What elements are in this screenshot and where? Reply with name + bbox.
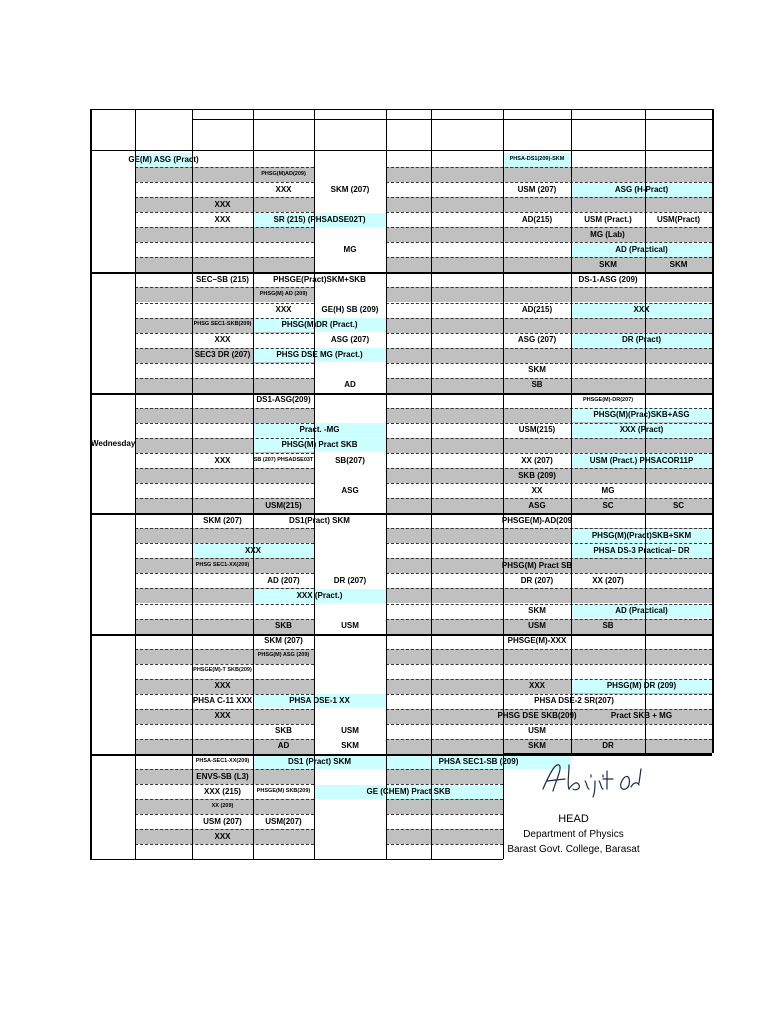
schedule-cell: XXX bbox=[214, 214, 231, 224]
schedule-cell: PHSA DS-3 Practical– DR bbox=[571, 544, 712, 558]
schedule-cell: AD(215) bbox=[521, 214, 553, 224]
column-divider bbox=[712, 109, 714, 753]
row-divider bbox=[386, 438, 712, 439]
row-divider bbox=[135, 498, 314, 499]
row-divider bbox=[386, 694, 712, 695]
schedule-cell: XX (207) bbox=[521, 455, 553, 465]
row-divider bbox=[386, 558, 712, 559]
schedule-cell: SKM (207) bbox=[264, 636, 303, 646]
schedule-cell: PHSG DSE MG (Pract.) bbox=[253, 348, 386, 362]
schedule-cell: USM (207) bbox=[203, 816, 242, 826]
row-divider bbox=[386, 664, 712, 665]
row-divider bbox=[386, 303, 712, 304]
row-divider bbox=[386, 784, 503, 785]
schedule-cell: PHSGE(M)-T SKB(209) bbox=[193, 667, 252, 674]
schedule-cell: PHSA DSE-1 XX bbox=[253, 694, 386, 708]
row-divider bbox=[135, 558, 314, 559]
schedule-cell: MG (Lab) bbox=[590, 229, 625, 239]
schedule-cell: USM (207) bbox=[517, 184, 557, 194]
row-divider bbox=[135, 182, 314, 183]
schedule-cell: XXX bbox=[214, 711, 231, 721]
row-divider bbox=[135, 423, 314, 424]
column-divider bbox=[503, 109, 504, 859]
row-divider bbox=[135, 303, 314, 304]
column-divider bbox=[90, 109, 92, 859]
schedule-cell: SB (207) PHSADSE03T bbox=[253, 456, 314, 463]
row-divider bbox=[135, 543, 314, 544]
row-divider bbox=[135, 257, 314, 258]
row-divider bbox=[386, 814, 503, 815]
schedule-cell: Pract. -MG bbox=[253, 423, 386, 437]
separator-gap bbox=[314, 709, 386, 724]
schedule-cell: PHSG(M) Pract SKB bbox=[253, 438, 386, 452]
schedule-cell: ASG bbox=[341, 485, 359, 495]
schedule-cell: XX bbox=[531, 485, 543, 495]
schedule-cell: XXX (Pract.) bbox=[253, 589, 386, 603]
schedule-cell: PHSG(M) AD (209) bbox=[259, 291, 308, 298]
row-divider bbox=[386, 408, 712, 409]
row-divider bbox=[386, 197, 712, 198]
row-divider bbox=[135, 227, 314, 228]
schedule-cell: SC bbox=[602, 500, 614, 510]
schedule-cell: PHSG(M) Pract SB bbox=[501, 560, 573, 570]
schedule-cell: AD bbox=[344, 380, 356, 390]
schedule-cell: SKM bbox=[528, 741, 546, 751]
table-top-border bbox=[90, 109, 712, 110]
day-divider bbox=[90, 393, 712, 395]
row-divider bbox=[135, 709, 314, 710]
row-divider bbox=[135, 664, 314, 665]
schedule-cell: DS1-ASG(209) bbox=[256, 395, 311, 405]
schedule-cell: AD (Practical) bbox=[571, 243, 712, 257]
signature-title: HEAD bbox=[558, 813, 589, 825]
separator-gap bbox=[314, 197, 386, 212]
schedule-cell: SR (215) (PHSADSE02T) bbox=[253, 213, 386, 227]
signature-image bbox=[503, 753, 644, 801]
row-divider bbox=[386, 423, 712, 424]
schedule-cell: SKM bbox=[599, 259, 617, 269]
row-divider bbox=[386, 709, 712, 710]
schedule-cell: XXX bbox=[528, 681, 545, 691]
column-divider bbox=[192, 109, 193, 859]
schedule-cell: PHSG DSE SKB(209) bbox=[497, 711, 577, 721]
row-divider bbox=[135, 844, 314, 845]
row-divider bbox=[135, 619, 314, 620]
schedule-cell: Pract SKB + MG bbox=[610, 711, 673, 721]
row-divider bbox=[386, 619, 712, 620]
schedule-cell: SEC3 DR (207) bbox=[194, 350, 251, 360]
row-divider bbox=[135, 739, 314, 740]
schedule-cell: PHSG(M)AD(209) bbox=[261, 170, 306, 177]
schedule-cell: PHSGE(M) SKB(209) bbox=[256, 787, 311, 794]
schedule-cell: DS-1-ASG (209) bbox=[578, 274, 638, 284]
schedule-cell: USM(215) bbox=[518, 425, 556, 435]
row-band bbox=[135, 588, 712, 603]
row-divider bbox=[386, 287, 712, 288]
row-divider bbox=[135, 167, 314, 168]
row-divider bbox=[135, 784, 314, 785]
schedule-cell: SKM bbox=[528, 606, 546, 616]
row-divider bbox=[135, 197, 314, 198]
schedule-cell: ASG (207) bbox=[330, 335, 370, 345]
separator-gap bbox=[314, 558, 386, 573]
separator-gap bbox=[314, 257, 386, 272]
day-divider bbox=[90, 513, 712, 515]
schedule-cell: XXX bbox=[214, 455, 231, 465]
schedule-cell: USM(207) bbox=[265, 816, 302, 826]
schedule-cell: SKM bbox=[669, 259, 688, 269]
row-divider bbox=[135, 528, 314, 529]
separator-gap bbox=[314, 679, 386, 694]
row-divider bbox=[386, 543, 712, 544]
schedule-cell: SB(207) bbox=[335, 455, 365, 465]
schedule-cell: DR (Pract) bbox=[571, 333, 712, 347]
schedule-cell: SKM (207) bbox=[203, 515, 242, 525]
row-band bbox=[135, 649, 712, 664]
schedule-cell: PHSA-DS1(209)-SKM bbox=[503, 153, 571, 167]
row-divider bbox=[386, 333, 712, 334]
schedule-cell: USM (Pract.) PHSACOR11P bbox=[571, 454, 712, 468]
schedule-cell: PHSG SEC1-SKB(209) bbox=[193, 321, 252, 328]
schedule-cell: AD (Practical) bbox=[571, 604, 712, 618]
row-divider bbox=[386, 468, 712, 469]
row-divider bbox=[135, 287, 314, 288]
schedule-cell: PHSG(M)(Prac)SKB+ASG bbox=[571, 408, 712, 422]
schedule-cell: USM bbox=[528, 621, 546, 631]
row-divider bbox=[386, 348, 712, 349]
separator-gap bbox=[314, 799, 386, 814]
row-divider bbox=[135, 408, 314, 409]
row-divider bbox=[386, 453, 712, 454]
schedule-cell: USM bbox=[341, 726, 359, 736]
schedule-cell: PHSA SEC1-SB (209) bbox=[386, 755, 571, 769]
row-band bbox=[135, 468, 712, 483]
schedule-cell: PHSA-SEC1-XX(209) bbox=[195, 757, 250, 764]
row-divider bbox=[386, 739, 712, 740]
schedule-cell: GE (CHEM) Pract SKB bbox=[314, 785, 503, 799]
column-divider bbox=[571, 109, 572, 753]
row-divider bbox=[135, 769, 314, 770]
row-divider bbox=[386, 212, 712, 213]
schedule-cell: SKM (207) bbox=[330, 184, 370, 194]
row-divider bbox=[135, 573, 314, 574]
schedule-cell: SKB bbox=[275, 621, 292, 631]
row-divider bbox=[135, 829, 314, 830]
schedule-cell: MG bbox=[601, 485, 615, 495]
separator-gap bbox=[314, 829, 386, 844]
schedule-cell: AD bbox=[277, 741, 290, 751]
schedule-cell: XXX bbox=[275, 184, 292, 194]
separator-gap bbox=[314, 498, 386, 513]
separator-gap bbox=[314, 408, 386, 423]
schedule-cell: PHSGE(M)-AD(209 bbox=[501, 515, 573, 525]
column-divider bbox=[135, 109, 136, 859]
schedule-cell: PHSGE(Pract)SKM+SKB bbox=[273, 274, 366, 284]
separator-gap bbox=[314, 528, 386, 543]
separator-gap bbox=[314, 649, 386, 664]
schedule-cell: DR (207) bbox=[333, 575, 367, 585]
row-divider bbox=[135, 212, 314, 213]
schedule-cell: XXX (Pract) bbox=[571, 423, 712, 437]
schedule-cell: XXX bbox=[571, 303, 712, 317]
schedule-cell: SEC–SB (215) bbox=[196, 274, 249, 284]
schedule-cell: MG bbox=[343, 244, 357, 254]
separator-gap bbox=[314, 468, 386, 483]
column-divider bbox=[314, 109, 315, 859]
row-divider bbox=[135, 318, 314, 319]
separator-gap bbox=[314, 227, 386, 242]
schedule-cell: DS1 (Pract) SKM bbox=[253, 755, 386, 769]
schedule-cell: XXX bbox=[214, 831, 231, 841]
row-divider bbox=[386, 724, 712, 725]
schedule-cell: PHSG(M) DR (209) bbox=[571, 679, 712, 693]
schedule-cell: XX (209) bbox=[211, 802, 234, 809]
schedule-cell: SB bbox=[531, 380, 543, 390]
schedule-cell: PHSA DSE-2 SR(207) bbox=[534, 696, 614, 706]
header-bottom bbox=[90, 150, 712, 151]
schedule-cell: PHSGE(M)-XXX bbox=[507, 636, 567, 646]
schedule-cell: PHSA C-11 XXX bbox=[192, 696, 253, 706]
table-bottom-border bbox=[90, 859, 503, 860]
schedule-cell: USM (Pract.) bbox=[584, 214, 632, 224]
row-divider bbox=[386, 242, 712, 243]
row-band bbox=[135, 378, 712, 393]
row-divider bbox=[386, 257, 712, 258]
schedule-cell: XXX bbox=[214, 681, 231, 691]
row-divider bbox=[135, 438, 314, 439]
row-divider bbox=[386, 498, 712, 499]
day-divider bbox=[90, 272, 712, 274]
row-divider bbox=[135, 799, 314, 800]
row-divider bbox=[135, 588, 314, 589]
day-divider bbox=[90, 634, 712, 636]
schedule-cell: XXX bbox=[192, 544, 314, 558]
row-divider bbox=[135, 679, 314, 680]
separator-gap bbox=[314, 167, 386, 182]
schedule-cell: XXX bbox=[214, 335, 231, 345]
schedule-cell: PHSG(M)DR (Pract.) bbox=[253, 318, 386, 332]
row-divider bbox=[386, 318, 712, 319]
schedule-cell: SC bbox=[672, 500, 685, 510]
row-band bbox=[135, 167, 712, 182]
row-band bbox=[135, 438, 712, 453]
schedule-cell: DR bbox=[602, 741, 614, 751]
row-divider bbox=[135, 694, 314, 695]
signature-block bbox=[503, 753, 644, 857]
row-divider bbox=[386, 844, 503, 845]
schedule-cell: AD(215) bbox=[521, 305, 553, 315]
row-divider bbox=[135, 604, 314, 605]
row-divider bbox=[386, 588, 712, 589]
schedule-cell: USM bbox=[528, 726, 546, 736]
row-divider bbox=[135, 363, 314, 364]
schedule-cell: USM(215) bbox=[265, 500, 302, 510]
column-divider bbox=[431, 109, 432, 859]
schedule-cell: USM bbox=[341, 621, 359, 631]
signature-college: Barast Govt. College, Barasat bbox=[507, 844, 640, 855]
schedule-cell: SB bbox=[602, 621, 614, 631]
row-divider bbox=[386, 829, 503, 830]
schedule-cell: ASG (207) bbox=[517, 335, 557, 345]
column-divider bbox=[386, 109, 387, 859]
row-divider bbox=[386, 604, 712, 605]
schedule-cell: AD (207) bbox=[267, 575, 300, 585]
signature-department: Department of Physics bbox=[523, 829, 624, 840]
row-divider bbox=[386, 649, 712, 650]
row-divider bbox=[386, 573, 712, 574]
schedule-cell: PHSG SEC1-XX(209) bbox=[195, 562, 250, 569]
schedule-cell: DR (207) bbox=[520, 575, 554, 585]
row-divider bbox=[135, 378, 314, 379]
schedule-cell: GE(H) SB (209) bbox=[321, 305, 379, 315]
row-divider bbox=[135, 724, 314, 725]
day-label-wednesday: Wednesday bbox=[91, 439, 136, 448]
row-band bbox=[135, 287, 712, 302]
schedule-cell: ASG bbox=[528, 500, 546, 510]
schedule-cell: XXX bbox=[275, 305, 292, 315]
schedule-cell: SKM bbox=[341, 741, 359, 751]
separator-gap bbox=[314, 287, 386, 302]
schedule-cell: ENVS-SB (L3) bbox=[196, 771, 249, 781]
schedule-cell: SKB bbox=[275, 726, 292, 736]
row-divider bbox=[135, 649, 314, 650]
column-divider bbox=[253, 109, 254, 859]
row-divider bbox=[386, 182, 712, 183]
header-subline bbox=[192, 119, 712, 120]
schedule-cell: XX (207) bbox=[592, 575, 624, 585]
row-divider bbox=[135, 453, 314, 454]
row-divider bbox=[386, 528, 712, 529]
schedule-cell: XXX bbox=[214, 199, 231, 209]
schedule-cell: ASG (H-Pract) bbox=[571, 183, 712, 197]
row-divider bbox=[386, 483, 712, 484]
row-divider bbox=[386, 227, 712, 228]
row-divider bbox=[386, 167, 712, 168]
row-divider bbox=[386, 799, 503, 800]
schedule-cell: SKB (209) bbox=[518, 470, 556, 480]
row-divider bbox=[135, 468, 314, 469]
schedule-cell: SKM bbox=[528, 365, 546, 375]
row-divider bbox=[135, 333, 314, 334]
row-divider bbox=[386, 378, 712, 379]
row-divider bbox=[386, 679, 712, 680]
schedule-cell: PHSG(M) ASG (209) bbox=[257, 652, 310, 659]
row-divider bbox=[386, 363, 712, 364]
row-divider bbox=[135, 814, 314, 815]
schedule-cell: PHSG(M)(Pract)SKB+SKM bbox=[571, 529, 712, 543]
schedule-cell: USM(Pract) bbox=[656, 214, 701, 224]
separator-gap bbox=[314, 769, 386, 784]
column-divider bbox=[645, 109, 646, 753]
row-divider bbox=[135, 483, 314, 484]
schedule-cell: PHSGE(M)-DR(207) bbox=[582, 396, 634, 403]
schedule-cell: DS1(Pract) SKM bbox=[289, 515, 350, 525]
schedule-cell: XXX (215) bbox=[204, 786, 241, 796]
row-divider bbox=[135, 348, 314, 349]
schedule-cell: GE(M) ASG (Pract) bbox=[135, 153, 192, 167]
row-divider bbox=[386, 769, 503, 770]
row-divider bbox=[135, 242, 314, 243]
